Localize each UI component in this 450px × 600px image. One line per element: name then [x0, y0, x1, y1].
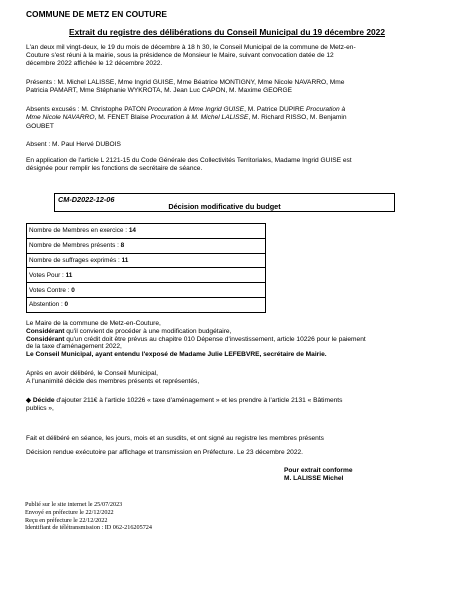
vote-label: Votes Contre :	[29, 286, 72, 294]
document-title: Extrait du registre des délibérations du Conseil Municipal du 19 décembre 2022	[68, 27, 386, 37]
commune-name: COMMUNE DE METZ EN COUTURE	[26, 9, 167, 19]
vote-label: Nombre de suffrages exprimés :	[29, 256, 122, 264]
table-row	[27, 224, 266, 239]
footer-line: Reçu en préfecture le 22/12/2022	[25, 516, 108, 524]
vote-cell	[27, 238, 266, 253]
deliberation-header-box	[54, 193, 395, 212]
intro-paragraph: L'an deux mil vingt-deux, le 19 du mois de décembre à 18 h 30, le Conseil Municipal de la commune de Metz-en- Couture s'est réuni à la mairie, sous la présidence de Monsieur le Maire, suivant convocation datée de 12 décembre 2022 affichée le 12 décembre 2022.	[26, 44, 356, 68]
deliberation-label: Décision modificative du budget	[168, 202, 281, 211]
presents-paragraph: Présents : M. Michel LALISSE, Mme Ingrid GUISE, Mme Béatrice MONTIGNY, Mme Nicole NAVARRO, Mme Patricia PAMART, Mme Stéphanie WYKROTA, M. Jean Luc CAPON, M. Maxime GEORGE	[26, 79, 345, 95]
vote-cell	[27, 297, 266, 312]
secretary-paragraph: En application de l'article L 2121-15 du Code Générale des Collectivités Territoriales, Madame Ingrid GUISE est désignée pour remplir les fonctions de secrétaire de séance.	[26, 157, 352, 173]
vote-cell	[27, 283, 266, 298]
vote-cell	[27, 224, 266, 239]
vote-value: 11	[65, 271, 73, 279]
vote-label: Abstention :	[29, 301, 65, 309]
vote-value: 11	[121, 256, 129, 264]
vote-value: 0	[64, 301, 69, 309]
footer-line: Publié sur le site internet le 25/07/2023	[25, 501, 123, 508]
excuses-paragraph: Absents excusés : M. Christophe PATON Procuration à Mme Ingrid GUISE, M. Patrice DUPIRE Procuration à Mme Nicole NAVARRO, M. FENET Blaise Procuration à M. Michel LALISSE, M. Richard RISSO, M. Benjamin GOUBET	[26, 106, 347, 130]
vote-cell	[27, 253, 266, 268]
vote-cell	[27, 268, 266, 283]
vote-value: 0	[71, 286, 75, 294]
vote-value: 8	[120, 242, 125, 250]
table-row	[27, 268, 266, 283]
closing-executory: Décision rendue exécutoire par affichage et transmission en Préfecture. Le 23 décembre 2022.	[26, 449, 303, 456]
decision-bullet-icon: ◆	[26, 397, 32, 404]
footer-line: Envoyé en préfecture le 22/12/2022	[25, 508, 114, 516]
table-row	[27, 253, 266, 268]
footer-line: Identifiant de télétransmission : ID 062-216205724	[25, 524, 152, 532]
votes-table	[26, 223, 266, 313]
vote-label: Nombre de Membres en exercice :	[29, 227, 129, 235]
table-row	[27, 283, 266, 298]
considerations: Le Maire de la commune de Metz-en-Couture, Considérant qu'il convient de procéder à une modification budgétaire, Considérant qu'un crédit doit être prévus au chapitre 010 Dépense d'investissement, article 10226 pour le paiement de la taxe d'aménagement 2022, Le Conseil Municipal, ayant entendu l'exposé de Madame Julie LEFEBVRE, secrétaire de Mairie.	[26, 320, 366, 359]
vote-label: Votes Pour :	[29, 271, 66, 279]
decision-intro: Après en avoir délibéré, le Conseil Municipal, A l'unanimité décide des membres présents et représentés,	[26, 370, 200, 386]
signature-block: Pour extrait conforme M. LALISSE Michel	[284, 467, 353, 483]
table-row	[27, 238, 266, 253]
absent-line: Absent : M. Paul Hervé DUBOIS	[26, 141, 121, 148]
table-row	[27, 297, 266, 312]
vote-value: 14	[128, 227, 136, 235]
vote-label: Nombre de Membres présents :	[29, 242, 121, 250]
deliberation-reference: CM-D2022-12-06	[58, 195, 115, 204]
transmission-footer	[25, 501, 152, 532]
closing-done: Fait et délibéré en séance, les jours, mois et an susdits, et ont signé au registre les membres présents	[26, 435, 324, 442]
decision-paragraph: ◆ Décide d'ajouter 211€ à l'article 10226 « taxe d'aménagement » et les prendre à l'article 2131 « Bâtiments publics »,	[26, 397, 343, 413]
